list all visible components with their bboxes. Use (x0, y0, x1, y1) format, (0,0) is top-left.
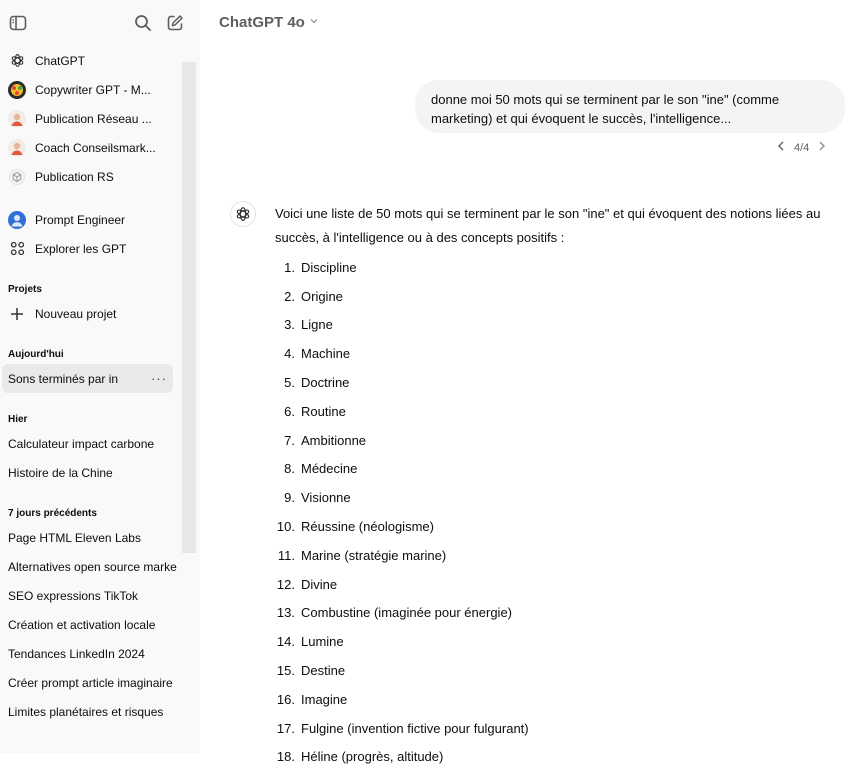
model-name: ChatGPT 4o (219, 14, 305, 31)
chat-history-item[interactable] (0, 610, 182, 639)
spacer (0, 191, 182, 205)
chat-history-item[interactable] (0, 697, 182, 726)
sidebar-item-label: Explorer les GPT (35, 241, 127, 256)
assistant-intro: Voici une liste de 50 mots qui se terminent par le son "ine" et qui évoquent des notions liées au succès, à l'intelligence ou à des concepts positifs : (275, 206, 821, 245)
list-item (275, 714, 835, 743)
list-item-text: Marine (stratégie marine) (301, 547, 447, 563)
chat-history-label: Histoire de la Chine (8, 465, 113, 480)
list-item (275, 656, 835, 685)
chat-history-label: Limites planétaires et risques (8, 704, 164, 719)
chat-history-item[interactable] (0, 668, 182, 697)
chat-history-item-active[interactable] (2, 364, 173, 393)
list-item-text: Héline (progrès, altitude) (301, 749, 444, 765)
list-item-text: Médecine (301, 461, 358, 477)
list-item-text: Fulgine (invention fictive pour fulgurant) (301, 720, 529, 736)
chevron-right-icon[interactable] (815, 141, 829, 154)
sidebar-scrollbar-track[interactable] (182, 62, 196, 553)
list-item (275, 483, 835, 512)
spacer (0, 393, 182, 407)
list-item-number: 17. (276, 720, 295, 736)
sidebar-item-label: Prompt Engineer (35, 212, 126, 227)
list-item (275, 541, 835, 570)
chat-history-label: Créer prompt article imaginaire (8, 675, 173, 690)
sidebar-item-explore-gpts[interactable] (0, 234, 182, 263)
spacer (0, 263, 182, 277)
response-pager (774, 141, 829, 154)
list-item (275, 426, 835, 455)
chat-history-item[interactable] (0, 523, 182, 552)
list-item-text: Réussine (néologisme) (301, 519, 434, 535)
list-item-text: Destine (301, 663, 346, 679)
section-title-today: Aujourd'hui (8, 349, 64, 360)
new-project-label: Nouveau projet (35, 306, 117, 321)
list-item-text: Routine (301, 403, 346, 419)
list-item-number: 10. (276, 519, 295, 535)
list-item (275, 570, 835, 599)
list-item-number: 7. (284, 432, 295, 448)
chat-history-label: SEO expressions TikTok (8, 588, 139, 603)
list-item-number: 5. (284, 375, 295, 391)
list-item (275, 512, 835, 541)
list-item-text: Divine (301, 576, 338, 592)
list-item-number: 15. (276, 663, 295, 679)
sidebar-item-label: Publication Réseau ... (35, 111, 152, 126)
more-options-icon[interactable]: ··· (151, 371, 167, 386)
list-item-text: Ligne (301, 317, 333, 333)
grid-icon (8, 240, 26, 258)
openai-logo-icon (8, 52, 26, 70)
list-item-number: 8. (284, 461, 295, 477)
chat-history-label: Page HTML Eleven Labs (8, 530, 141, 545)
list-item-text: Doctrine (301, 375, 350, 391)
model-selector[interactable] (219, 14, 319, 31)
list-item-text: Visionne (301, 490, 351, 506)
list-item (275, 455, 835, 484)
list-item-text: Discipline (301, 259, 357, 275)
chevron-left-icon[interactable] (774, 141, 788, 154)
chat-history-label: Tendances LinkedIn 2024 (8, 646, 145, 661)
new-project-button[interactable] (0, 299, 182, 328)
list-item-number: 13. (276, 605, 295, 621)
list-item-number: 11. (277, 547, 295, 563)
list-item (275, 627, 835, 656)
list-item-text: Imagine (301, 691, 348, 707)
list-item-number: 4. (284, 346, 295, 362)
list-item-text: Lumine (301, 634, 344, 650)
chat-history-item[interactable] (0, 581, 182, 610)
list-item-number: 1. (284, 259, 295, 275)
sidebar-topbar (0, 0, 200, 46)
plus-icon (8, 305, 26, 323)
list-item (275, 685, 835, 714)
list-item-number: 2. (284, 288, 295, 304)
chat-history-item[interactable] (0, 639, 182, 668)
chat-main (200, 0, 860, 765)
sidebar-item-label: ChatGPT (35, 53, 86, 68)
chat-history-label: Sons terminés par in (8, 371, 119, 386)
chevron-down-icon (309, 16, 319, 29)
cube-icon (8, 168, 26, 186)
chat-history-item[interactable] (0, 429, 182, 458)
list-item-number: 3. (284, 317, 295, 333)
sidebar-item-label: Coach Conseilsmark... (35, 140, 156, 155)
list-item-text: Combustine (imaginée pour énergie) (301, 605, 513, 621)
sidebar-item-coach-conseils[interactable] (0, 133, 182, 162)
list-item (275, 397, 835, 426)
sidebar-item-label: Copywriter GPT - M... (35, 82, 151, 97)
sidebar-item-publication-reseau[interactable] (0, 104, 182, 133)
list-item-number: 9. (284, 490, 295, 506)
assistant-message (275, 202, 835, 771)
user-message: donne moi 50 mots qui se terminent par le son "ine" (comme marketing) et qui évoquent le succès, l'intelligence... (415, 80, 845, 133)
chat-history-item[interactable] (0, 552, 182, 581)
word-list (275, 253, 835, 771)
sidebar-scroll-area (0, 46, 182, 753)
section-title-previous-7-days: 7 jours précédents (8, 508, 97, 519)
list-item-text: Ambitionne (301, 432, 367, 448)
chat-history-item[interactable] (0, 458, 182, 487)
list-item (275, 599, 835, 628)
openai-logo-icon (230, 201, 256, 227)
spacer (0, 328, 182, 342)
chat-history-label: Création et activation locale (8, 617, 156, 632)
person-avatar (8, 139, 26, 157)
search-icon[interactable] (132, 12, 154, 34)
sidebar-item-copywriter-gpt[interactable] (0, 75, 182, 104)
prompt-engineer-avatar (8, 211, 26, 229)
list-item-text: Machine (301, 346, 351, 362)
section-title-projects: Projets (8, 284, 42, 295)
sidebar-item-publication-rs[interactable] (0, 162, 182, 191)
list-item (275, 253, 835, 282)
spacer (0, 487, 182, 501)
list-item (275, 368, 835, 397)
list-item-number: 16. (276, 691, 295, 707)
list-item-text: Origine (301, 288, 343, 304)
sidebar-item-label: Publication RS (35, 169, 114, 184)
sidebar-toggle-icon[interactable] (7, 12, 29, 34)
list-item-number: 6. (284, 403, 295, 419)
list-item (275, 311, 835, 340)
list-item-number: 18. (276, 749, 295, 765)
list-item (275, 743, 835, 771)
list-item-number: 14. (276, 634, 295, 650)
pager-count: 4/4 (794, 141, 810, 154)
sidebar (0, 0, 200, 753)
copywriter-avatar (8, 81, 26, 99)
list-item (275, 339, 835, 368)
chat-history-label: Alternatives open source marke (8, 559, 177, 574)
new-chat-icon[interactable] (164, 12, 186, 34)
list-item (275, 282, 835, 311)
list-item-number: 12. (276, 576, 295, 592)
sidebar-item-prompt-engineer[interactable] (0, 205, 182, 234)
person-avatar (8, 110, 26, 128)
section-title-yesterday: Hier (8, 414, 28, 425)
chat-history-label: Calculateur impact carbone (8, 436, 155, 451)
sidebar-item-chatgpt[interactable] (0, 46, 182, 75)
